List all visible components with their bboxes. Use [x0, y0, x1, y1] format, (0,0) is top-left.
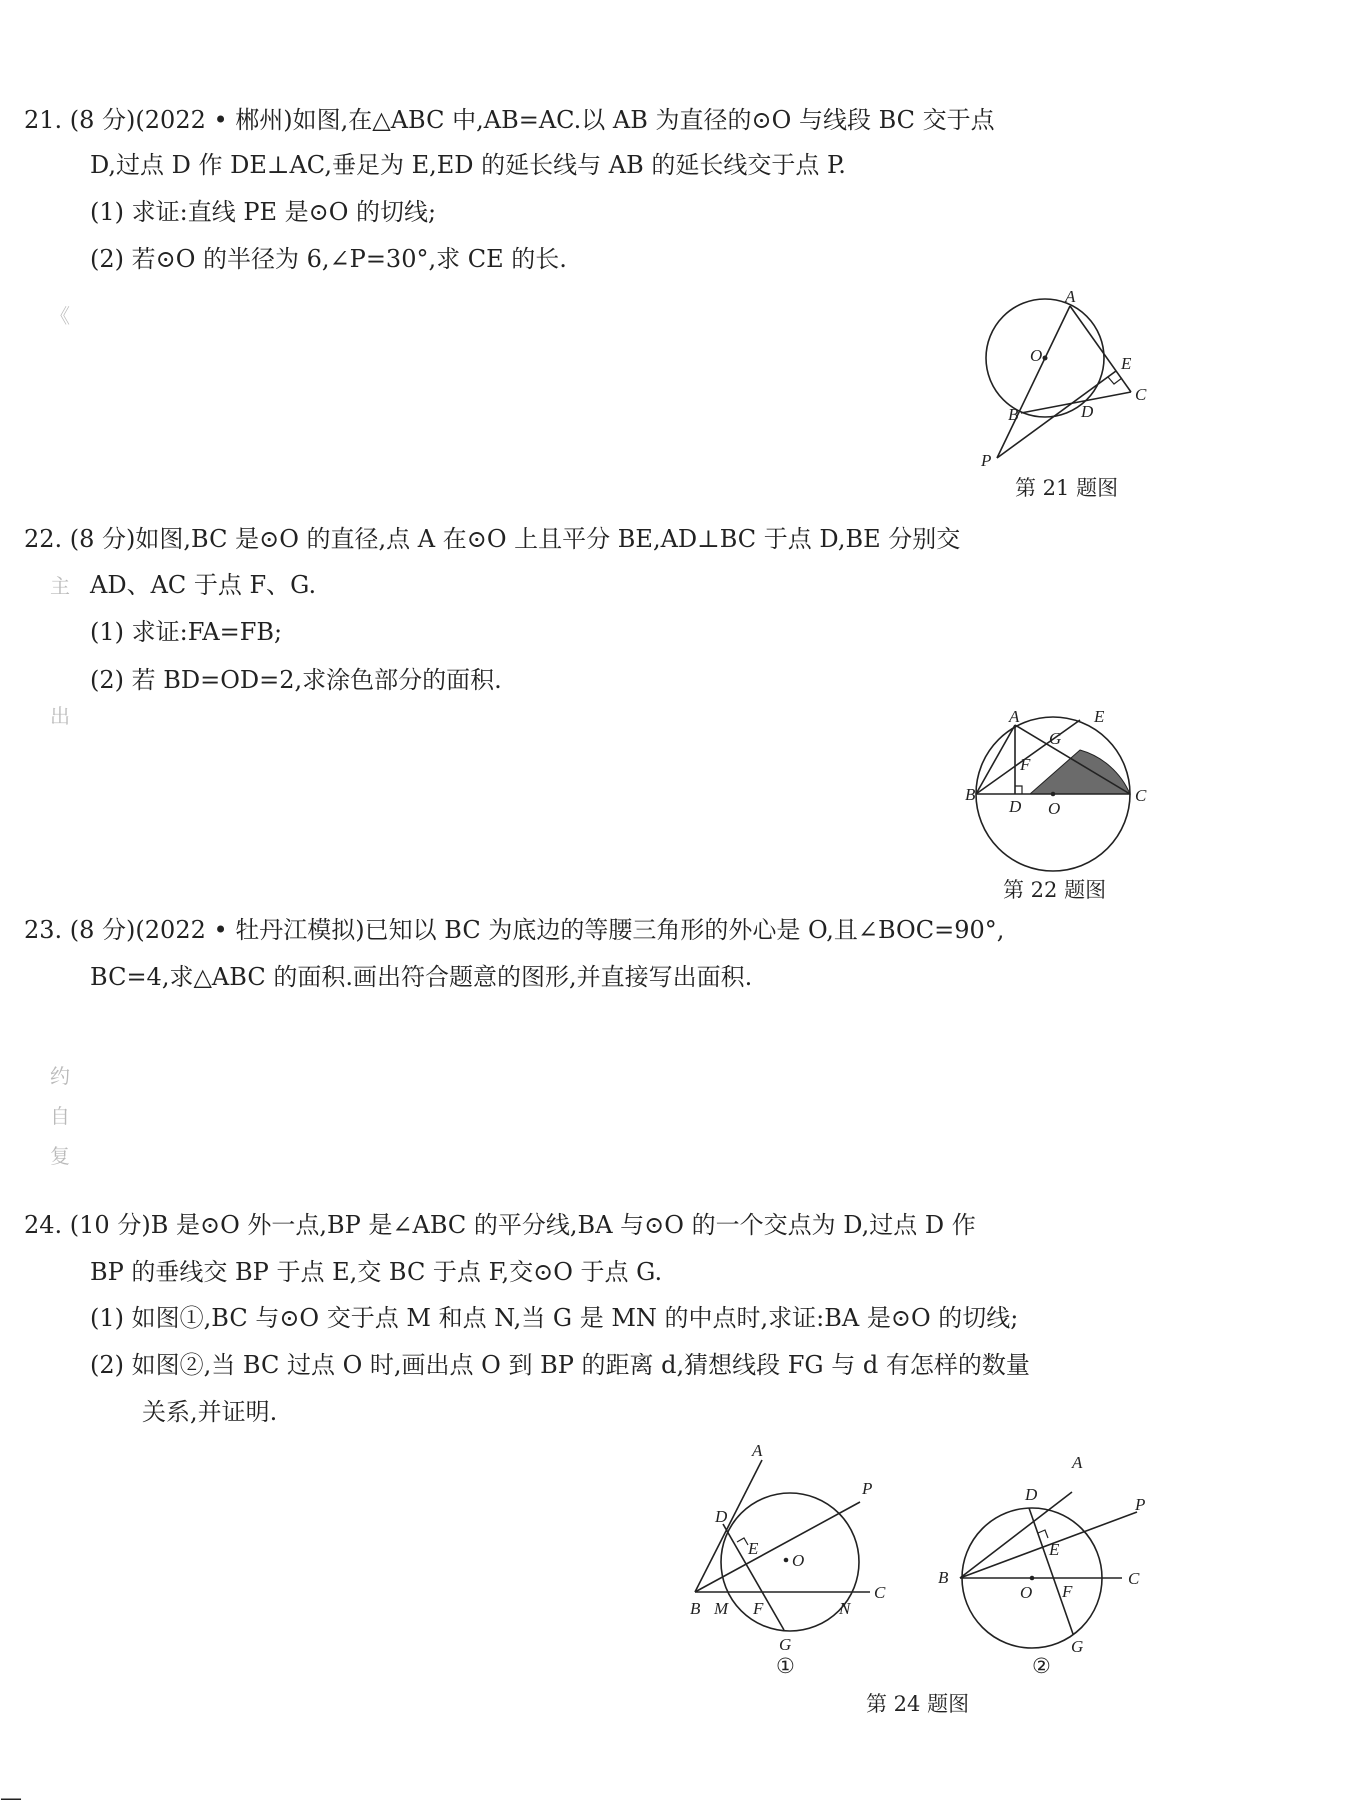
- label-g: G: [779, 1635, 792, 1654]
- label-p: P: [1135, 1495, 1146, 1514]
- label-a: A: [1065, 287, 1076, 306]
- q22-line-4: (2) 若 BD=OD=2,求涂色部分的面积.: [90, 666, 502, 694]
- q22-line-1: 22. (8 分)如图,BC 是⊙O 的直径,点 A 在⊙O 上且平分 BE,AD⊥BC 于点 D,BE 分别交: [24, 525, 961, 553]
- q24-line-2: BP 的垂线交 BP 于点 E,交 BC 于点 F,交⊙O 于点 G.: [90, 1258, 663, 1286]
- q21-line-4: (2) 若⊙O 的半径为 6,∠P=30°,求 CE 的长.: [90, 245, 567, 273]
- q24-figure-2: [932, 1442, 1152, 1672]
- margin-mark: 约: [50, 1064, 70, 1088]
- label-m: M: [714, 1599, 729, 1618]
- center-dot: [784, 1558, 789, 1563]
- ray-ba: [695, 1460, 762, 1592]
- label-p: P: [981, 451, 992, 470]
- label-o: O: [1030, 346, 1043, 365]
- q21-figure-caption: 第 21 题图: [1015, 476, 1119, 500]
- margin-mark: 《: [50, 304, 70, 328]
- label-d: D: [1025, 1485, 1038, 1504]
- label-n: N: [839, 1599, 851, 1618]
- margin-mark: 主: [50, 574, 70, 598]
- label-a: A: [752, 1441, 763, 1460]
- q21-figure: [975, 288, 1175, 478]
- label-a: A: [1072, 1453, 1083, 1472]
- label-b: B: [965, 785, 976, 804]
- q21-line-3: (1) 求证:直线 PE 是⊙O 的切线;: [90, 198, 437, 226]
- right-angle-mark: [1108, 377, 1122, 384]
- q23-line-2: BC=4,求△ABC 的面积.画出符合题意的图形,并直接写出面积.: [90, 963, 753, 991]
- q24-line-1: 24. (10 分)B 是⊙O 外一点,BP 是∠ABC 的平分线,BA 与⊙O 的一个交点为 D,过点 D 作: [24, 1211, 976, 1239]
- q24-line-3: (1) 如图①,BC 与⊙O 交于点 M 和点 N,当 G 是 MN 的中点时,求证:BA 是⊙O 的切线;: [90, 1304, 1019, 1332]
- segment-pa: [997, 306, 1070, 458]
- margin-mark: 复: [50, 1144, 70, 1168]
- label-d: D: [1009, 797, 1022, 816]
- segment-bc: [1021, 392, 1131, 413]
- q24-subcaption-2: ②: [1032, 1654, 1051, 1678]
- label-d: D: [1081, 402, 1094, 421]
- center-dot: [1051, 792, 1056, 797]
- label-c: C: [1135, 786, 1147, 805]
- shaded-region: [1030, 750, 1130, 794]
- q24-line-4: (2) 如图②,当 BC 过点 O 时,画出点 O 到 BP 的距离 d,猜想线段 FG 与 d 有怎样的数量: [90, 1351, 1030, 1379]
- margin-mark: 出: [50, 704, 70, 728]
- label-b: B: [1008, 405, 1019, 424]
- center-dot: [1043, 356, 1048, 361]
- label-p: P: [862, 1479, 873, 1498]
- label-f: F: [1020, 755, 1031, 774]
- q21-line-2: D,过点 D 作 DE⊥AC,垂足为 E,ED 的延长线与 AB 的延长线交于点 P.: [90, 151, 846, 179]
- label-g: G: [1049, 729, 1062, 748]
- segment-dg: [1029, 1508, 1073, 1634]
- label-f: F: [753, 1599, 764, 1618]
- label-b: B: [938, 1568, 949, 1587]
- right-angle-mark: [737, 1538, 748, 1545]
- label-d: D: [715, 1507, 728, 1526]
- label-b: B: [690, 1599, 701, 1618]
- label-o: O: [1048, 799, 1061, 818]
- margin-mark: 自: [50, 1104, 70, 1128]
- q22-line-2: AD、AC 于点 F、G.: [90, 571, 317, 599]
- label-c: C: [874, 1583, 886, 1602]
- q22-figure-caption: 第 22 题图: [1003, 878, 1107, 902]
- label-e: E: [1049, 1540, 1060, 1559]
- label-e: E: [1094, 707, 1105, 726]
- page-number: —: [0, 1786, 22, 1811]
- label-c: C: [1128, 1569, 1140, 1588]
- segment-ba: [976, 725, 1015, 794]
- label-e: E: [1121, 354, 1132, 373]
- label-o: O: [1020, 1583, 1033, 1602]
- label-a: A: [1009, 707, 1020, 726]
- label-g: G: [1071, 1637, 1084, 1656]
- q24-line-5: 关系,并证明.: [142, 1398, 278, 1426]
- label-c: C: [1135, 385, 1147, 404]
- q24-figure-caption: 第 24 题图: [866, 1692, 970, 1716]
- label-o: O: [792, 1551, 805, 1570]
- center-dot: [1030, 1576, 1035, 1581]
- q22-line-3: (1) 求证:FA=FB;: [90, 618, 283, 646]
- q22-figure: [965, 707, 1165, 880]
- q23-line-1: 23. (8 分)(2022 • 牡丹江模拟)已知以 BC 为底边的等腰三角形的外心是 O,且∠BOC=90°,: [24, 916, 1005, 944]
- q24-subcaption-1: ①: [776, 1654, 795, 1678]
- label-e: E: [748, 1539, 759, 1558]
- q24-figure-1: [682, 1442, 902, 1672]
- right-angle-mark: [1015, 786, 1022, 794]
- q21-line-1: 21. (8 分)(2022 • 郴州)如图,在△ABC 中,AB=AC.以 AB 为直径的⊙O 与线段 BC 交于点: [24, 106, 995, 134]
- label-f: F: [1062, 1582, 1073, 1601]
